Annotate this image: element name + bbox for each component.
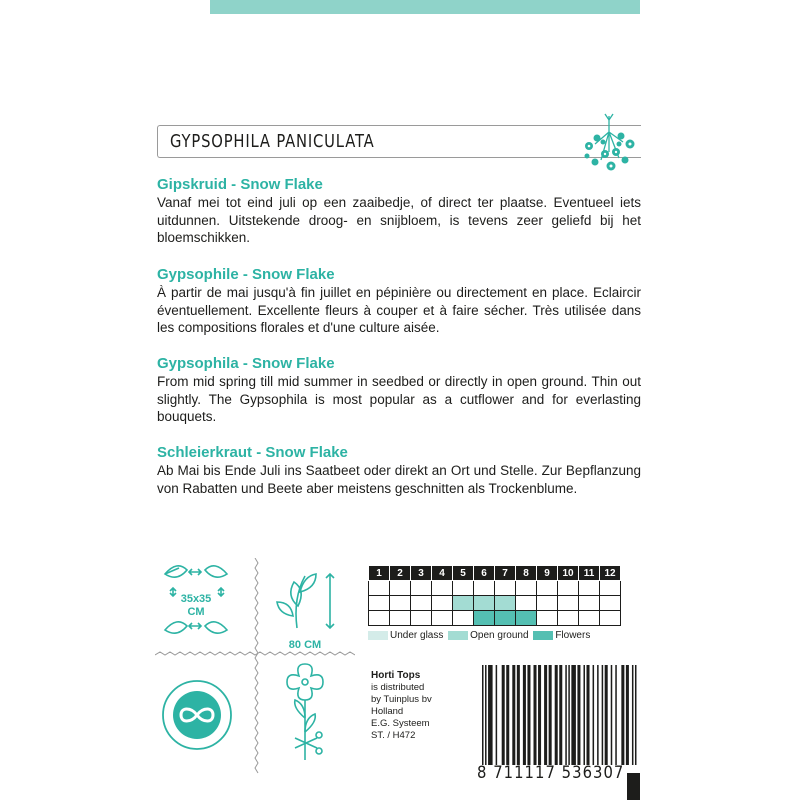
distributor-line: is distributed [371, 682, 425, 693]
section-french [157, 266, 641, 337]
title-box [157, 125, 641, 158]
calendar-cell [495, 596, 516, 611]
barcode-bar [544, 665, 547, 765]
section-heading: Gypsophila - Snow Flake [157, 355, 335, 372]
month-cell: 12 [600, 566, 621, 581]
barcode-bar [583, 665, 585, 765]
calendar-cell [453, 596, 474, 611]
calendar-row-flowers [369, 611, 621, 626]
month-cell: 6 [474, 566, 495, 581]
calendar-row-under-glass [369, 581, 621, 596]
barcode-bar [632, 665, 634, 765]
calendar-cell [537, 596, 558, 611]
growing-info-icons [155, 558, 355, 778]
barcode-bar [587, 665, 590, 765]
month-cell: 11 [579, 566, 600, 581]
barcode-bar [527, 665, 530, 765]
calendar-cell [411, 611, 432, 626]
barcode-bar [512, 665, 515, 765]
calendar-legend [368, 630, 592, 641]
calendar-cell [432, 596, 453, 611]
distributor-line: ST. / H472 [371, 730, 416, 741]
barcode-bar [559, 665, 562, 765]
plant-height-icon [277, 574, 334, 628]
calendar-cell [579, 581, 600, 596]
calendar-cell [432, 611, 453, 626]
barcode-bar [555, 665, 558, 765]
top-color-band [210, 0, 640, 14]
month-cell: 2 [390, 566, 411, 581]
legend-open-ground: Open ground [448, 630, 528, 641]
barcode-bar [577, 665, 580, 765]
calendar-cell [369, 581, 390, 596]
section-heading: Gypsophile - Snow Flake [157, 266, 335, 283]
barcode-bar [496, 665, 498, 765]
month-cell: 10 [558, 566, 579, 581]
barcode-bar [502, 665, 505, 765]
calendar-cell [411, 596, 432, 611]
distributor-info [371, 670, 432, 742]
barcode-number: 8 711117 536307 [477, 763, 625, 783]
calendar-cell [369, 596, 390, 611]
calendar-cell [495, 581, 516, 596]
month-cell: 9 [537, 566, 558, 581]
calendar-cell [600, 611, 621, 626]
barcode-bar [533, 665, 536, 765]
calendar-cell [558, 611, 579, 626]
barcode-bar [485, 665, 487, 765]
calendar-cell [537, 581, 558, 596]
barcode-bar [593, 665, 595, 765]
calendar-cell [558, 596, 579, 611]
month-cell: 5 [453, 566, 474, 581]
barcode-bar [611, 665, 613, 765]
calendar-cell [579, 611, 600, 626]
barcode-bar [549, 665, 552, 765]
month-cell: 1 [369, 566, 390, 581]
legend-flowers: Flowers [533, 630, 590, 641]
section-heading: Schleierkraut - Snow Flake [157, 444, 348, 461]
calendar-cell [453, 611, 474, 626]
barcode-bar [605, 665, 608, 765]
barcode-bar [538, 665, 541, 765]
barcode-bar [482, 665, 484, 765]
barcode-bar [565, 665, 567, 765]
section-body: À partir de mai jusqu'à fin juillet en pépinière ou directement en place. Eclaircir éventuellement. Excellente fleurs à couper et à faire sécher. Très utilisée dans les compositions florales et d'une culture aisée. [157, 285, 641, 335]
calendar-cell [432, 581, 453, 596]
distributor-line: Holland [371, 706, 404, 717]
calendar-cell [369, 611, 390, 626]
brand-name: Horti Tops [371, 670, 421, 681]
calendar-cell [474, 581, 495, 596]
section-body: From mid spring till mid summer in seedbed or directly in open ground. Thin out slightly. The Gypsophila is most popular as a cutflower and for everlasting bouquets. [157, 374, 641, 424]
calendar-cell [495, 611, 516, 626]
calendar-row-open-ground [369, 596, 621, 611]
calendar-cell [474, 596, 495, 611]
barcode-bar [621, 665, 624, 765]
barcode-bar [488, 665, 493, 765]
perennial-icon [163, 681, 231, 749]
calendar-cell [579, 596, 600, 611]
cut-flower-icon [287, 664, 323, 760]
calendar-cell [516, 611, 537, 626]
barcode [480, 665, 640, 765]
spacing-unit-label: CM [187, 606, 205, 618]
barcode-bar [568, 665, 570, 765]
section-dutch [157, 176, 641, 247]
section-german [157, 444, 641, 497]
section-body: Vanaf mei tot eind juli op een zaaibedje, of direct ter plaatse. Eventueel iets uitdunnen. Uitstekende droog- en snijbloem, is tevens zeer geliefd bij het bloemschikken. [157, 195, 641, 245]
calendar-cell [516, 596, 537, 611]
barcode-bar [626, 665, 629, 765]
month-cell: 7 [495, 566, 516, 581]
barcode-bar [615, 665, 617, 765]
month-cell: 3 [411, 566, 432, 581]
species-title: GYPSOPHILA PANICULATA [170, 131, 375, 152]
spacing-label: 35x35 [180, 593, 212, 605]
calendar-cell [600, 581, 621, 596]
calendar-cell [453, 581, 474, 596]
calendar-cell [516, 581, 537, 596]
calendar-cell [390, 611, 411, 626]
calendar-cell [537, 611, 558, 626]
barcode-bar [571, 665, 576, 765]
month-cell: 8 [516, 566, 537, 581]
barcode-bar [602, 665, 604, 765]
calendar-cell [411, 581, 432, 596]
calendar-cell [390, 581, 411, 596]
barcode-bar [506, 665, 509, 765]
calendar-months-row [369, 566, 621, 581]
section-heading: Gipskruid - Snow Flake [157, 176, 323, 193]
barcode-bar [517, 665, 520, 765]
calendar-cell [600, 596, 621, 611]
section-english [157, 355, 641, 426]
calendar-cell [474, 611, 495, 626]
section-body: Ab Mai bis Ende Juli ins Saatbeet oder direkt an Ort und Stelle. Zur Bepflanzung von Rabatten und Beete aber meistens geschnitten als Trockenblume. [157, 463, 641, 496]
black-marker-bar [627, 773, 640, 800]
month-cell: 4 [432, 566, 453, 581]
barcode-bar [635, 665, 637, 765]
calendar-cell [558, 581, 579, 596]
barcode-bar [523, 665, 526, 765]
sowing-calendar [368, 565, 621, 626]
barcode-bar [597, 665, 599, 765]
distributor-line: by Tuinplus bv [371, 694, 432, 705]
legend-under-glass: Under glass [368, 630, 443, 641]
distributor-line: E.G. Systeem [371, 718, 430, 729]
height-label: 80 CM [288, 639, 322, 651]
calendar-cell [390, 596, 411, 611]
gypsophila-flower-icon [575, 112, 643, 172]
